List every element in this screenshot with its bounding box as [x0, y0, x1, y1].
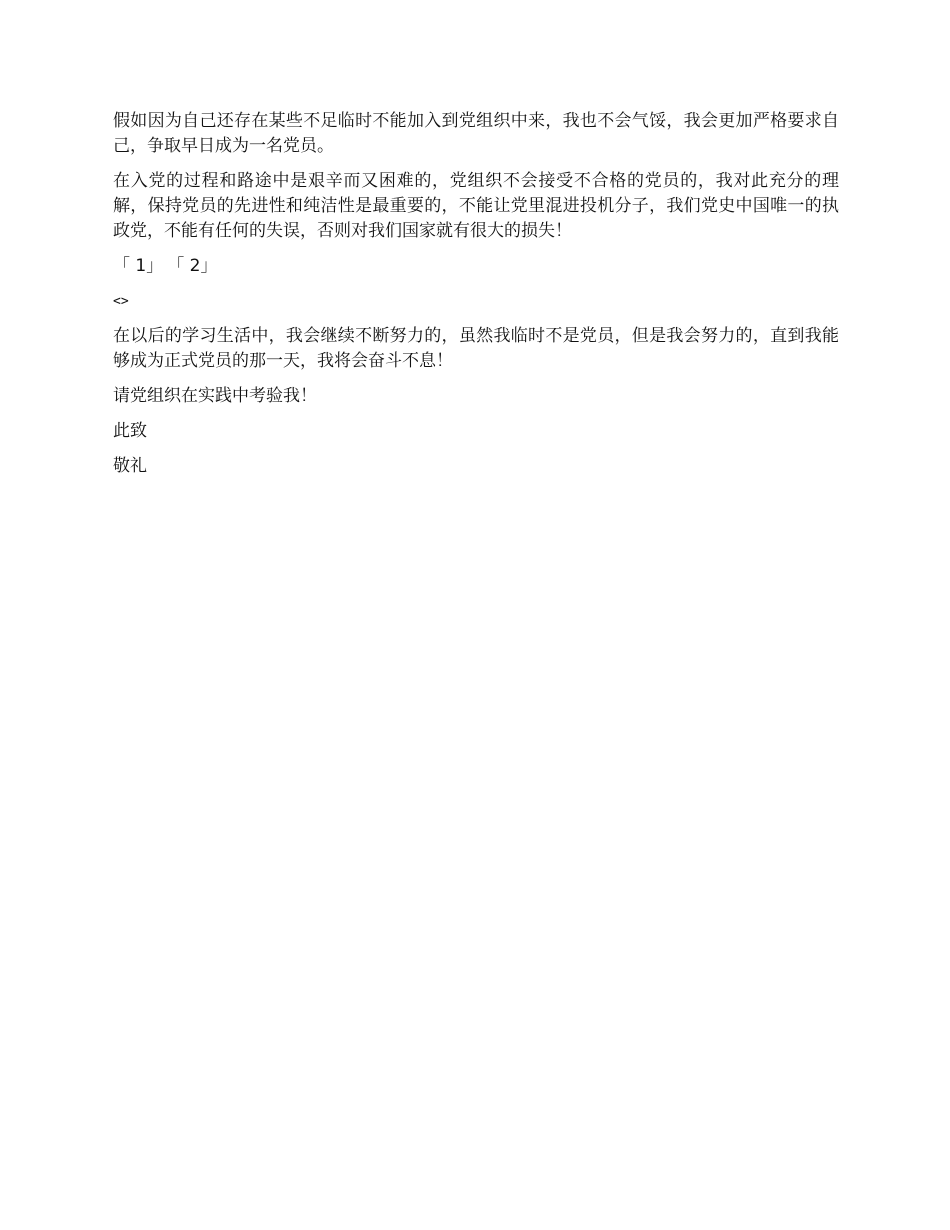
closing-salutation: 此致	[113, 421, 147, 441]
page-link-1[interactable]: 「 1」	[113, 256, 164, 276]
paragraph: 假如因为自己还存在某些不足临时不能加入到党组织中来，我也不会气馁，我会更加严格要求自己，争取早日成为一名党员。	[113, 111, 839, 156]
nav-arrows-link[interactable]: <>	[113, 294, 129, 309]
paragraph: 请党组织在实践中考验我！	[113, 386, 317, 406]
page-link-2[interactable]: 「 2」	[167, 256, 218, 276]
document-body	[113, 109, 839, 489]
paragraph: 在入党的过程和路途中是艰辛而又困难的，党组织不会接受不合格的党员的，我对此充分的理解，保持党员的先进性和纯洁性是最重要的，不能让党里混进投机分子，我们党史中国唯一的执政党，不能有任何的失误，否则对我们国家就有很大的损失！	[113, 171, 839, 241]
paragraph: 在以后的学习生活中，我会继续不断努力的，虽然我临时不是党员，但是我会努力的，直到我能够成为正式党员的那一天，我将会奋斗不息！	[113, 326, 839, 371]
closing-regards: 敬礼	[113, 456, 147, 476]
pagination	[113, 254, 839, 279]
